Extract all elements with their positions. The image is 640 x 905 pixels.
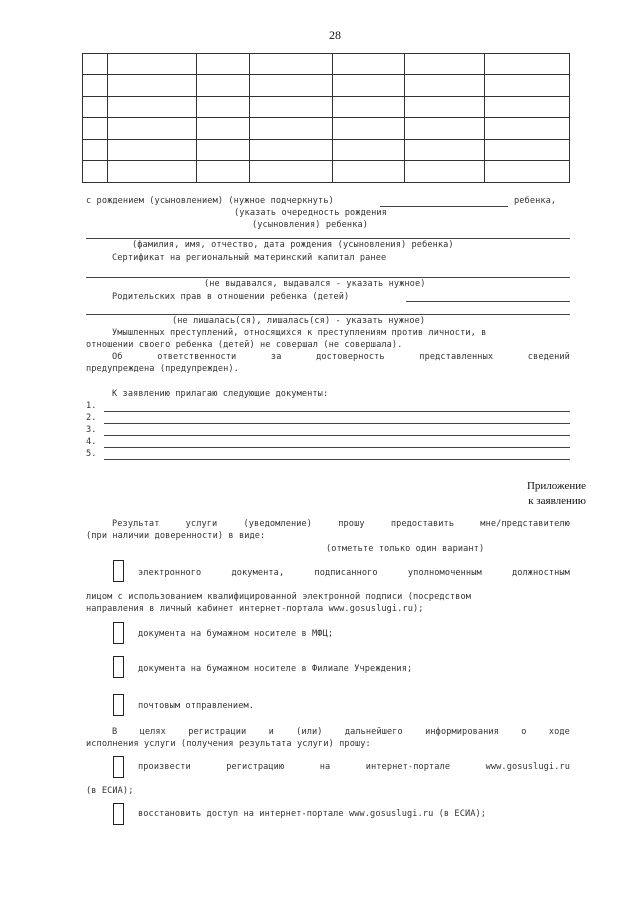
birth-note-1: (указать очередность рождения xyxy=(234,208,387,218)
option-branch-label: документа на бумажном носителе в Филиале Учреждения; xyxy=(138,664,413,674)
responsibility-line-1 xyxy=(112,352,570,362)
attachment-number: 3. xyxy=(86,425,97,435)
option-electronic-line-3: направления в личный кабинет интернет-портала www.gosuslugi.ru); xyxy=(86,604,424,614)
option-post-checkbox[interactable] xyxy=(113,694,124,716)
responsibility-line-2: предупреждена (предупрежден). xyxy=(86,364,239,374)
parental-line-1 xyxy=(406,301,570,302)
crimes-line-2: отношении своего ребенка (детей) не совершал (не совершала). xyxy=(86,340,403,350)
word: на xyxy=(319,762,331,772)
certificate-line xyxy=(86,277,570,278)
word: прошу xyxy=(338,519,365,529)
attachment-number: 1. xyxy=(86,401,97,411)
registration-line-1 xyxy=(112,727,570,737)
option-mfc-label: документа на бумажном носителе в МФЦ; xyxy=(138,629,334,639)
word: ответственности xyxy=(157,352,237,362)
attachment-line xyxy=(104,411,570,412)
reg-option-restore-checkbox[interactable] xyxy=(113,803,124,825)
child-note: (фамилия, имя, отчество, дата рождения (усыновления) ребенка) xyxy=(132,240,454,250)
word: мне/представителю xyxy=(480,519,570,529)
birth-order-line xyxy=(380,206,508,207)
word: документа, xyxy=(231,568,285,578)
word: о xyxy=(521,727,527,737)
word: (или) xyxy=(296,727,323,737)
result-line-1 xyxy=(112,519,570,529)
parental-line-2 xyxy=(86,314,570,315)
word: информирования xyxy=(425,727,499,737)
word: регистрацию xyxy=(226,762,285,772)
word: целях xyxy=(139,727,166,737)
word: произвести xyxy=(138,762,191,772)
birth-note-2: (усыновления) ребенка) xyxy=(252,220,369,230)
page-number: 28 xyxy=(329,28,341,42)
registration-line-2: исполнения услуги (получения результата услуги) прошу: xyxy=(86,739,371,749)
word: подписанного xyxy=(314,568,378,578)
option-electronic-line-1 xyxy=(138,568,570,578)
appendix-title-1: Приложение xyxy=(526,480,586,492)
attachment-line xyxy=(104,423,570,424)
word: Об xyxy=(112,352,123,362)
word: интернет-портале xyxy=(365,762,451,772)
reg-option-register-line-2: (в ЕСИА); xyxy=(86,786,134,796)
parental-note: (не лишалась(ся), лишалась(ся) - указать нужное) xyxy=(172,316,426,326)
birth-text: с рождением (усыновлением) (нужное подчеркнуть) xyxy=(86,196,334,206)
birth-text-child: ребенка, xyxy=(514,196,557,206)
attachment-number: 2. xyxy=(86,413,97,423)
word: www.gosuslugi.ru xyxy=(485,762,570,772)
attachments-intro: К заявлению прилагаю следующие документы: xyxy=(112,389,329,399)
certificate-note: (не выдавался, выдавался - указать нужное) xyxy=(204,279,426,289)
result-note: (отметьте только один вариант) xyxy=(326,544,485,554)
certificate-text: Сертификат на региональный материнский капитал ранее xyxy=(112,253,387,263)
word: В xyxy=(112,727,118,737)
option-post-label: почтовым отправлением. xyxy=(138,701,255,711)
word: (уведомление) xyxy=(243,519,313,529)
word: должностным xyxy=(511,568,570,578)
word: ходе xyxy=(548,727,570,737)
attachment-number: 4. xyxy=(86,437,97,447)
reg-option-register-line-1 xyxy=(138,762,570,772)
reg-option-register-checkbox[interactable] xyxy=(113,756,124,778)
word: регистрации xyxy=(188,727,247,737)
option-branch-checkbox[interactable] xyxy=(113,656,124,678)
option-electronic-checkbox[interactable] xyxy=(113,560,124,582)
attachment-number: 5. xyxy=(86,449,97,459)
result-line-2: (при наличии доверенности) в виде: xyxy=(86,531,266,541)
word: достоверность xyxy=(316,352,385,362)
word: дальнейшего xyxy=(344,727,403,737)
word: и xyxy=(268,727,274,737)
word: уполномоченным xyxy=(407,568,482,578)
child-info-line xyxy=(86,238,570,239)
children-table xyxy=(82,53,570,183)
word: электронного xyxy=(138,568,202,578)
option-mfc-checkbox[interactable] xyxy=(113,622,124,644)
word: Результат xyxy=(112,519,160,529)
attachment-line xyxy=(104,447,570,448)
option-electronic-line-2: лицом с использованием квалифицированной электронной подписи (посредством xyxy=(86,592,471,602)
parental-text: Родительских прав в отношении ребенка (детей) xyxy=(112,292,350,302)
reg-option-restore-label: восстановить доступ на интернет-портале www.gosuslugi.ru (в ЕСИА); xyxy=(138,809,487,819)
attachment-line xyxy=(104,435,570,436)
attachment-line xyxy=(104,459,570,460)
word: сведений xyxy=(527,352,570,362)
word: представленных xyxy=(419,352,494,362)
appendix-title-2: к заявлению xyxy=(528,495,586,507)
crimes-line-1: Умышленных преступлений, относящихся к преступлениям против личности, в xyxy=(112,328,487,338)
word: предоставить xyxy=(390,519,455,529)
word: услуги xyxy=(185,519,218,529)
word: за xyxy=(270,352,282,362)
